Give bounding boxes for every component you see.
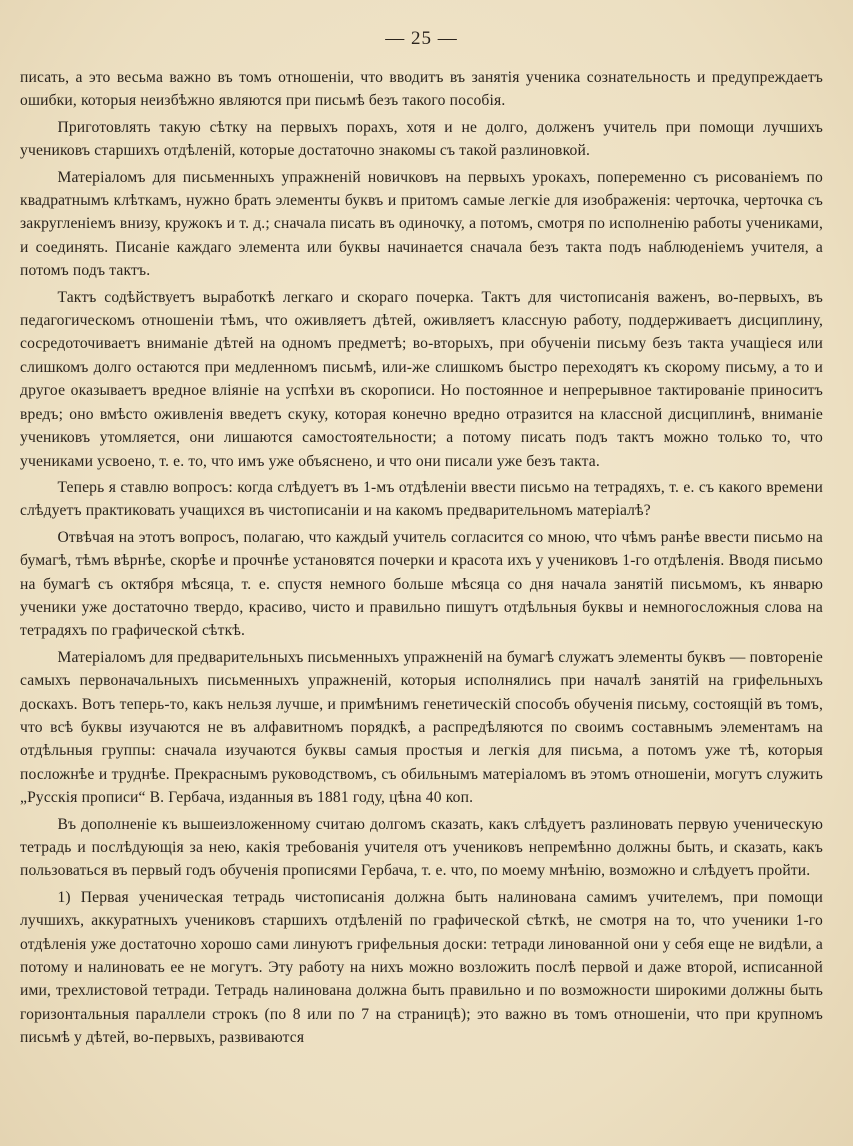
paragraph: Въ дополненіе къ вышеизложенному считаю долгомъ сказать, какъ слѣдуетъ разлиновать первую ученическую тетрадь и послѣдующія за нею, какія требованія учителя отъ учениковъ непремѣнно должны быть, и сказать, какъ пользоваться въ первый годъ обученія прописями Гербача, т. е. что, по моему мнѣнію, возможно и слѣдуетъ пройти. [20, 815, 823, 880]
paragraph: Теперь я ставлю вопросъ: когда слѣдуетъ въ 1-мъ отдѣленіи ввести письмо на тетрадяхъ, т. е. съ какого времени слѣдуетъ практиковать учащихся въ чистописаніи и на какомъ предварительномъ матеріалѣ? [20, 478, 823, 520]
paragraph: Отвѣчая на этотъ вопросъ, полагаю, что каждый учитель согласится со мною, что чѣмъ ранѣе ввести письмо на бумагѣ, тѣмъ вѣрнѣе, скорѣе и прочнѣе установятся почерки и красота ихъ у учениковъ 1-го отдѣленія. Вводя письмо на бумагѣ съ октября мѣсяца, т. е. спустя немного больше мѣсяца со дня начала занятій письмомъ, къ январю ученики уже достаточно твердо, красиво, чисто и правильно пишутъ отдѣльныя буквы и немногосложныя слова на тетрадяхъ по графической сѣткѣ. [20, 528, 823, 640]
paragraph: Приготовлять такую сѣтку на первыхъ порахъ, хотя и не долго, долженъ учитель при помощи лучшихъ учениковъ старшихъ отдѣленій, которые достаточно знакомы съ такой разлиновкой. [20, 118, 823, 160]
paragraph-continued: писать, а это весьма важно въ томъ отношеніи, что вводитъ въ занятія ученика сознательность и предупреждаетъ ошибки, которыя неизбѣжно являются при письмѣ безъ такого пособія. [20, 69, 823, 110]
paragraph: 1) Первая ученическая тетрадь чистописанія должна быть налинована самимъ учителемъ, при помощи лучшихъ, аккуратныхъ учениковъ старшихъ отдѣленій по графической сѣткѣ, не смотря на то, что ученики 1-го отдѣленія уже достаточно хорошо сами линуютъ грифельныя доски: тетради линованной они у себя еще не видѣли, а потому и налиновать ее не могутъ. Эту работу на нихъ можно возложить послѣ первой и даже второй, исписанной ими, трехлистовой тетради. Тетрадь налинована должна быть правильно и по возможности широкими должны быть горизонтальныя параллели строкъ (по 8 или по 7 на страницѣ); это важно въ томъ отношеніи, что при крупномъ письмѣ у дѣтей, во-первыхъ, развиваются [20, 888, 823, 1047]
paragraph: Матеріаломъ для письменныхъ упражненій новичковъ на первыхъ урокахъ, попеременно съ рисованіемъ по квадратнымъ клѣткамъ, нужно брать элементы буквъ и притомъ самые легкіе для изображенія: черточка, черточка съ закругленіемъ внизу, кружокъ и т. д.; сначала писать въ одиночку, а потомъ, смотря по исполненію работы учениками, и соединять. Писаніе каждаго элемента или буквы начинается сначала безъ такта подъ наблюденіемъ учителя, а потомъ подъ тактъ. [20, 168, 823, 280]
body-text [20, 66, 823, 1050]
page-number: — 25 — [385, 28, 458, 49]
paragraph: Матеріаломъ для предварительныхъ письменныхъ упражненій на бумагѣ служатъ элементы буквъ — повтореніе самыхъ первоначальныхъ письменныхъ упражненій, которыя исполнялись при началѣ занятій на грифельныхъ доскахъ. Вотъ теперь-то, какъ нельзя лучше, и примѣнимъ генетическій способъ обученія письму, состоящій въ томъ, что всѣ буквы изучаются не въ алфавитномъ порядкѣ, а распредѣляются по своимъ составнымъ элементамъ на отдѣльныя группы: сначала изучаются буквы самыя простыя и легкія для письма, а потомъ уже тѣ, которыя посложнѣе и труднѣе. Прекраснымъ руководствомъ, съ обильнымъ матеріаломъ въ этомъ отношеніи, могутъ служить „Русскія прописи“ В. Гербача, изданныя въ 1881 году, цѣна 40 коп. [20, 648, 823, 807]
paragraph: Тактъ содѣйствуетъ выработкѣ легкаго и скораго почерка. Тактъ для чистописанія важенъ, во-первыхъ, въ педагогическомъ отношеніи тѣмъ, что оживляетъ дѣтей, оживляетъ классную работу, поддерживаетъ дисциплину, сосредоточиваетъ вниманіе дѣтей на одномъ предметѣ; во-вторыхъ, при обученіи письму безъ такта учащіеся или слишкомъ долго остаются при медленномъ письмѣ, или-же слишкомъ быстро переходятъ къ скорому письму, а то и другое оказываетъ вредное вліяніе на успѣхи въ скорописи. Но постоянное и непрерывное тактированіе приноситъ вредъ; оно вмѣсто оживленія введетъ скуку, которая конечно вредно отразится на классной дисциплинѣ, вниманіе учениковъ утомляется, они лишаются самостоятельности; а потому писать подъ тактъ можно только то, что учениками усвоено, т. е. то, что имъ уже объяснено, и что они писали уже безъ такта. [20, 288, 823, 470]
